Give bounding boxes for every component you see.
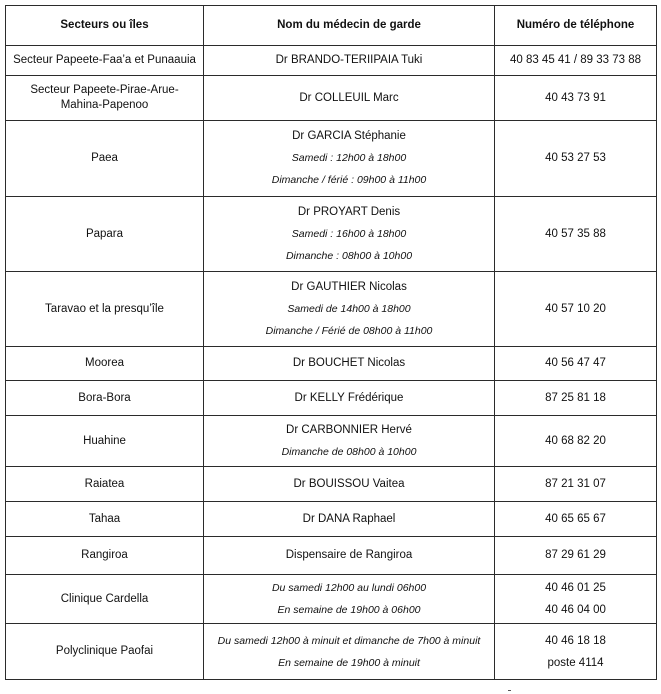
doctor-cell [204,381,495,416]
table-row [6,121,657,197]
sector-cell: Clinique Cardella [6,575,204,624]
doctor-cell [204,272,495,347]
doctor-name: Dr DANA Raphael [302,512,396,525]
doctor-name: Dr PROYART Denis [297,205,401,218]
phone-number: 40 53 27 53 [545,152,606,164]
doctor-cell [204,537,495,575]
sector-cell: Papara [6,197,204,272]
table-row [6,381,657,416]
phone-number: 40 57 10 20 [545,302,606,315]
sector-cell: Rangiroa [6,537,204,575]
doctor-name: Dispensaire de Rangiroa [285,549,413,561]
phone-number: 87 25 81 18 [545,391,606,404]
table-header-row [6,6,657,46]
schedule-line: Du samedi 12h00 à minuit et dimanche de 7h00 à minuit [217,634,481,647]
sector-cell: Raiatea [6,467,204,502]
doctor-cell [204,416,495,467]
table-row [6,624,657,680]
doctor-name: Dr GARCIA Stéphanie [292,130,406,142]
phone-cell [495,537,657,575]
phone-number: 40 56 47 47 [545,357,606,369]
sector-cell: Huahine [6,416,204,467]
phone-cell [495,502,657,537]
doctor-name: Dr COLLEUIL Marc [299,91,399,104]
sector-cell: Tahaa [6,502,204,537]
sector-cell: Polyclinique Paofai [6,624,204,680]
schedule-line: En semaine de 19h00 à minuit [278,656,420,669]
phone-number: 40 43 73 91 [545,91,606,104]
phone-number: 40 46 04 00 [545,604,606,616]
sector-cell: Taravao et la presqu’île [6,272,204,347]
sector-cell: Paea [6,121,204,197]
sector-cell: Secteur Papeete-Faa’a et Punaauia [6,46,204,76]
doctor-cell [204,347,495,381]
header-phone: Numéro de téléphone [495,6,657,46]
phone-cell [495,46,657,76]
phone-number: 40 46 01 25 [545,582,606,594]
doctor-cell [204,76,495,121]
doctor-name: Dr BOUISSOU Vaitea [293,477,405,490]
header-doctor: Nom du médecin de garde [204,6,495,46]
phone-number: poste 4114 [547,656,604,669]
phone-cell [495,347,657,381]
sector-cell: Moorea [6,347,204,381]
phone-number: 40 46 18 18 [545,634,606,647]
doctor-name: Dr BOUCHET Nicolas [292,357,406,369]
schedule-line: Dimanche / Férié de 08h00 à 11h00 [265,324,433,337]
phone-number: 40 65 65 67 [545,512,606,525]
table-row [6,537,657,575]
phone-number: 87 29 61 29 [545,549,606,561]
schedule-line: En semaine de 19h00 à 06h00 [277,604,421,616]
doctor-name: Dr GAUTHIER Nicolas [291,280,407,293]
doctor-cell [204,121,495,197]
phone-cell [495,624,657,680]
doctor-cell [204,624,495,680]
phone-number: 40 68 82 20 [545,434,606,447]
phone-cell [495,381,657,416]
doctor-cell [204,46,495,76]
schedule-line: Dimanche / férié : 09h00 à 11h00 [271,174,427,186]
sector-cell: Secteur Papeete-Pirae-Arue-Mahina-Papenoo [6,76,204,121]
phone-number: 40 57 35 88 [545,227,606,240]
table-row [6,46,657,76]
table-row [6,347,657,381]
phone-cell [495,197,657,272]
doctor-cell [204,467,495,502]
table-row [6,76,657,121]
doctor-cell [204,197,495,272]
doctor-cell [204,502,495,537]
table-row [6,575,657,624]
phone-number: 87 21 31 07 [545,477,606,490]
schedule-line: Samedi : 12h00 à 18h00 [291,152,407,164]
phone-cell [495,272,657,347]
table-row [6,467,657,502]
table-row [6,416,657,467]
page-mark [508,690,511,694]
doctor-name: Dr KELLY Frédérique [294,391,404,404]
doctor-name: Dr CARBONNIER Hervé [286,423,412,436]
header-sector: Secteurs ou îles [6,6,204,46]
schedule-line: Samedi : 16h00 à 18h00 [291,227,407,240]
phone-number: 40 83 45 41 / 89 33 73 88 [509,54,642,66]
phone-cell [495,575,657,624]
phone-cell [495,121,657,197]
phone-cell [495,467,657,502]
doctor-name: Dr BRANDO-TERIIPAIA Tuki [275,54,423,66]
table-row [6,502,657,537]
on-call-doctors-table [5,5,657,680]
schedule-line: Dimanche : 08h00 à 10h00 [285,249,413,262]
schedule-line: Dimanche de 08h00 à 10h00 [281,445,417,458]
table-row [6,272,657,347]
schedule-line: Du samedi 12h00 au lundi 06h00 [271,582,427,594]
table-row [6,197,657,272]
phone-cell [495,416,657,467]
schedule-line: Samedi de 14h00 à 18h00 [287,302,411,315]
sector-cell: Bora-Bora [6,381,204,416]
doctor-cell [204,575,495,624]
phone-cell [495,76,657,121]
